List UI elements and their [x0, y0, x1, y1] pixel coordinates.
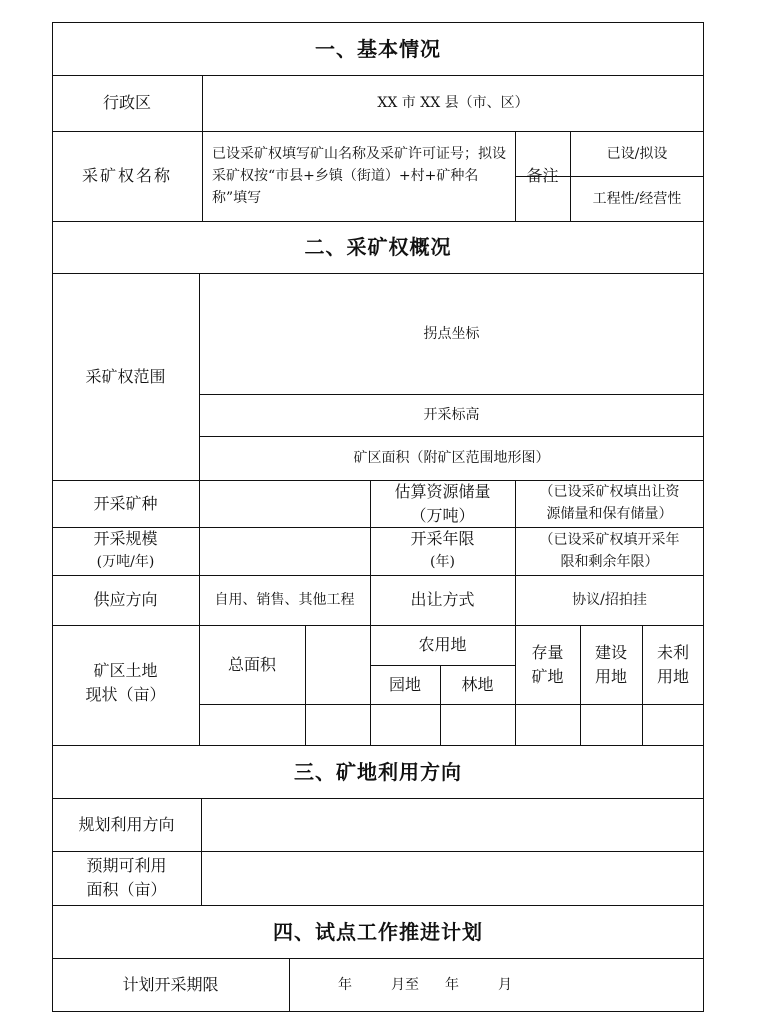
supply-label: 供应方向 — [93, 590, 158, 609]
section-title-plan: 四、试点工作推进计划 — [273, 919, 483, 944]
scale-label-line2: (万吨/年) — [96, 554, 155, 570]
section-title-basic: 一、基本情况 — [315, 36, 441, 61]
usable-area-input[interactable] — [201, 851, 704, 905]
construction-land-input[interactable] — [580, 704, 642, 745]
unused-land-line1: 未利 — [656, 643, 689, 662]
period-hint-line2: 限和剩余年限） — [560, 554, 659, 570]
unused-land-header — [642, 625, 704, 704]
period-label-line2: (年) — [430, 554, 455, 570]
grid-line — [289, 958, 290, 1012]
period-hint-line1: （已设采矿权填开采年 — [539, 532, 680, 548]
mineral-input[interactable] — [199, 480, 370, 527]
garden-input[interactable] — [370, 704, 440, 745]
plan-start-year[interactable]: 年 — [338, 976, 352, 993]
reserve-hint[interactable] — [515, 480, 704, 527]
usable-area-line1: 预期可利用 — [86, 856, 167, 875]
period-hint[interactable] — [515, 527, 704, 575]
direction-label: 规划利用方向 — [78, 814, 175, 834]
total-area-header: 总面积 — [227, 654, 276, 674]
land-status-line1: 矿区土地 — [93, 661, 158, 680]
reserve-label-line1: 估算资源储量 — [394, 482, 491, 501]
scale-input[interactable] — [199, 527, 370, 575]
plan-period-label: 计划开采期限 — [122, 974, 219, 994]
supply-value[interactable]: 自用、销售、其他工程 — [214, 592, 355, 608]
direction-input[interactable] — [201, 798, 704, 851]
transfer-label: 出让方式 — [410, 590, 475, 609]
usable-area-label — [52, 851, 201, 905]
stock-land-input[interactable] — [515, 704, 580, 745]
farmland-total-input[interactable] — [305, 704, 370, 745]
garden-header: 园地 — [388, 674, 421, 694]
region-value[interactable]: XX 市 XX 县（市、区） — [377, 95, 529, 111]
corner-coordinates[interactable]: 拐点坐标 — [423, 325, 480, 342]
mining-elevation[interactable]: 开采标高 — [423, 407, 480, 423]
mining-area[interactable]: 矿区面积（附矿区范围地形图） — [353, 450, 550, 466]
stock-land-line2: 矿地 — [531, 667, 564, 686]
transfer-value[interactable]: 协议/招拍挂 — [572, 592, 647, 608]
stock-land-header — [515, 625, 580, 704]
application-form-table — [52, 22, 704, 1012]
right-name-label: 采矿权名称 — [81, 166, 172, 185]
section-title-overview: 二、采矿权概况 — [304, 235, 452, 259]
farmland-header: 农用地 — [418, 635, 467, 654]
reserve-label — [370, 480, 515, 527]
total-area-input[interactable] — [199, 704, 305, 745]
remark-label: 备注 — [526, 166, 559, 185]
land-status-line2: 现状（亩） — [85, 685, 166, 704]
construction-land-line2: 用地 — [594, 667, 627, 686]
unused-land-line2: 用地 — [656, 667, 689, 686]
scope-label: 采矿权范围 — [85, 366, 166, 386]
forest-input[interactable] — [440, 704, 515, 745]
plan-end-year[interactable]: 年 — [445, 976, 459, 993]
right-name-hint[interactable]: 已设采矿权填写矿山名称及采矿许可证号；拟设采矿权按“市县+乡镇（街道）+村+矿种名称”填写 — [212, 146, 506, 206]
section-title-land-use: 三、矿地利用方向 — [294, 759, 462, 784]
plan-start-month[interactable]: 月至 — [391, 976, 419, 993]
reserve-hint-line1: （已设采矿权填出让资 — [539, 484, 680, 500]
construction-land-header — [580, 625, 642, 704]
remark-option-type[interactable]: 工程性/经营性 — [592, 190, 682, 207]
usable-area-line2: 面积（亩） — [86, 880, 167, 899]
construction-land-line1: 建设 — [594, 643, 627, 662]
unused-land-input[interactable] — [642, 704, 704, 745]
scale-label-line1: 开采规模 — [93, 529, 158, 548]
period-label — [370, 527, 515, 575]
land-status-label — [52, 625, 199, 745]
region-label: 行政区 — [102, 93, 151, 112]
plan-end-month[interactable]: 月 — [498, 976, 512, 993]
reserve-hint-line2: 源储量和保有储量） — [546, 506, 673, 522]
grid-line — [52, 1011, 704, 1012]
mineral-label: 开采矿种 — [93, 493, 158, 513]
stock-land-line1: 存量 — [531, 643, 564, 662]
remark-option-status[interactable]: 已设/拟设 — [606, 145, 668, 162]
reserve-label-line2: （万吨） — [410, 506, 475, 525]
period-label-line1: 开采年限 — [410, 529, 475, 548]
scale-label — [52, 527, 199, 575]
forest-header: 林地 — [461, 674, 494, 694]
